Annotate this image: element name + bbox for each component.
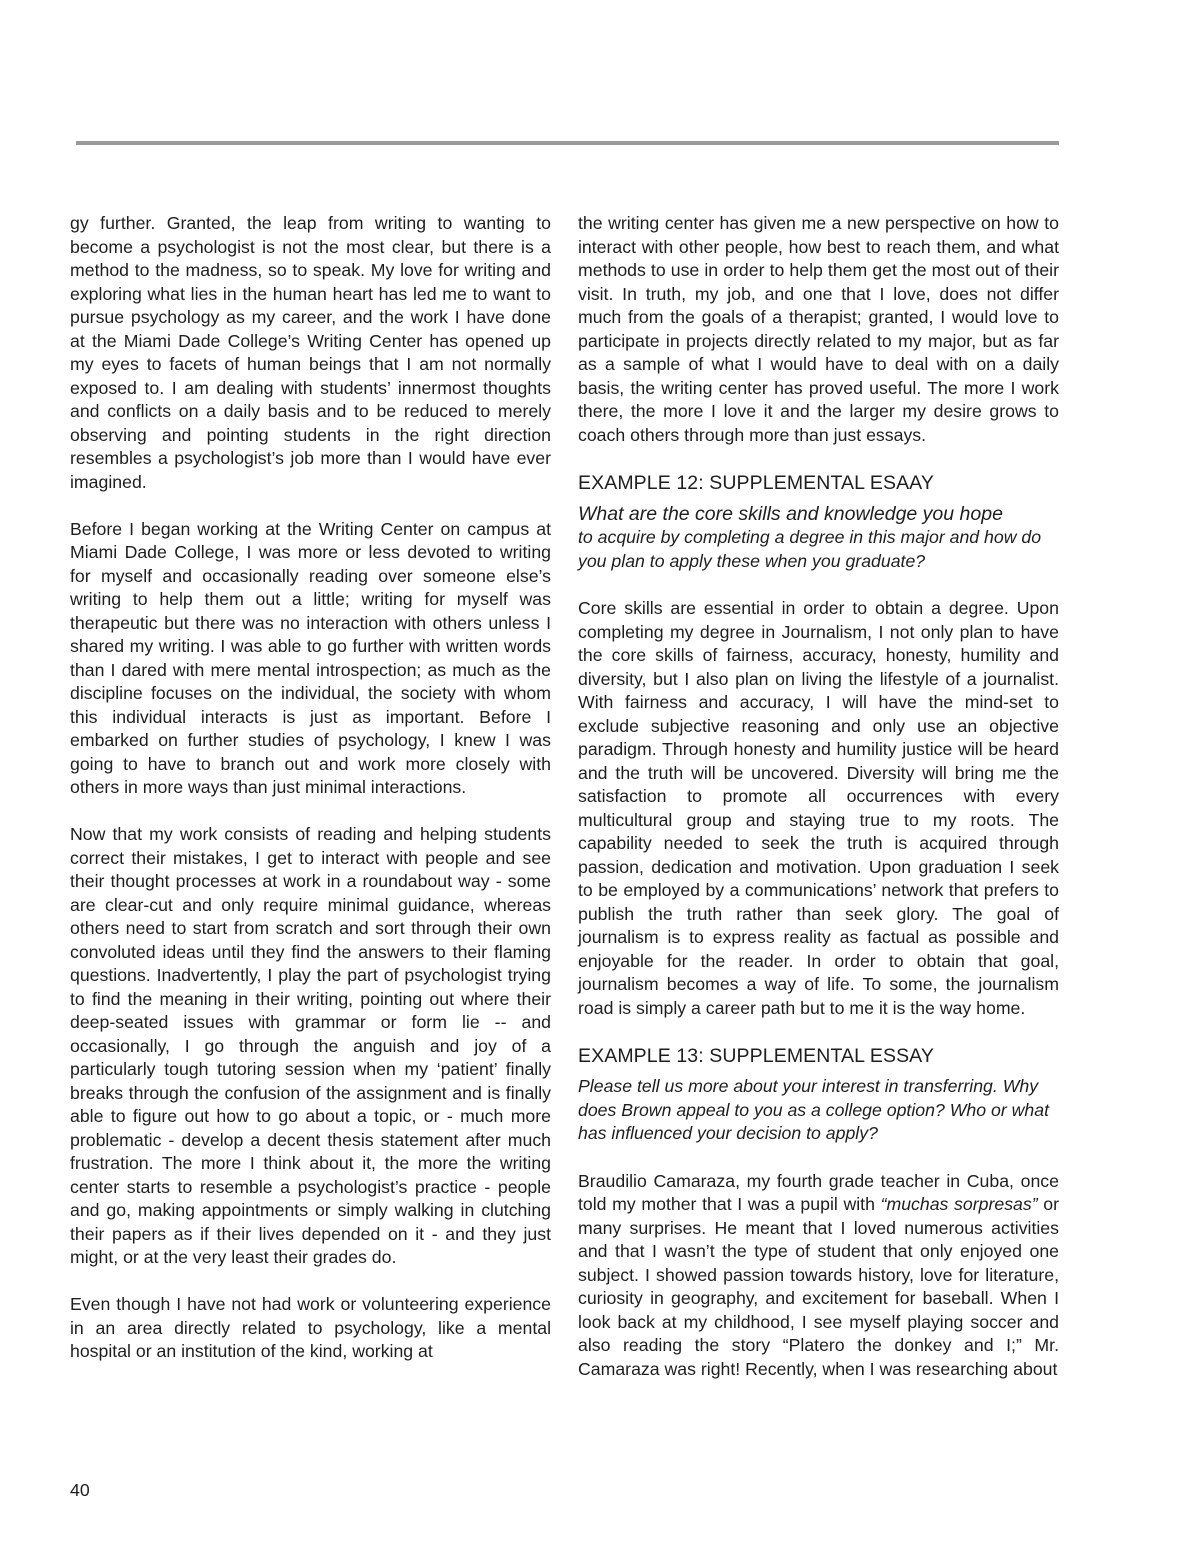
- example-12-body: Core skills are essential in order to obtain a degree. Upon completing my degree in Journalism, I not only plan to have the core skills of fairness, accuracy, honesty, humility and diversity, but I also plan on living the lifestyle of a journalist. With fairness and accuracy, I will have the mind-set to exclude subjective reasoning and only use an objective paradigm. Through honesty and humility justice will be heard and the truth will be uncovered. Diversity will bring me the satisfaction to promote all occurrences with every multicultural group and staying true to my roots. The capability needed to seek the truth is acquired through passion, dedication and motivation. Upon graduation I seek to be employed by a communications’ network that prefers to publish the truth rather than seek glory. The goal of journalism is to express reality as factual as possible and enjoyable for the reader. In order to obtain that goal, journalism becomes a way of life. To some, the journalism road is simply a career path but to me it is the way home.: [578, 598, 1059, 1018]
- example-13-body-italic: “muchas sorpresas”: [880, 1194, 1038, 1214]
- left-paragraph-3: Now that my work consists of reading and helping students correct their mistakes, I get to interact with people and see their thought processes at work in a roundabout way - some are clear-cut and only require minimal guidance, whereas others need to start from scratch and sort through their own convoluted ideas until they find the answers to their flaming questions. Inadvertently, I play the part of psychologist trying to find the meaning in their writing, pointing out where their deep-seated issues with grammar or form lie -- and occasionally, I go through the anguish and joy of a particularly tough tutoring session when my ‘patient’ finally breaks through the confusion of the assignment and is finally able to figure out how to go about a topic, or - much more problematic - develop a decent thesis statement after much frustration. The more I think about it, the more the writing center starts to resemble a psychologist’s practice - people and go, making appointments or simply walking in clutching their papers as if their lives depended on it - and they just might, or at the very least their grades do.: [70, 824, 551, 1267]
- example-13-heading: EXAMPLE 13: SUPPLEMENTAL ESSAY: [578, 1045, 934, 1067]
- example-13-body-start: Braudilio Camaraza, my fourth grade teacher in Cuba, once told my mother that I was a pupil with: [578, 1170, 1059, 1214]
- example-12-prompt: [578, 502, 1059, 573]
- left-paragraph-4: Even though I have not had work or volunteering experience in an area directly related to psychology, like a mental hospital or an institution of the kind, working at: [70, 1294, 551, 1361]
- example-12-heading: EXAMPLE 12: SUPPLEMENTAL ESAAY: [578, 472, 934, 494]
- example-13-body-end: or many surprises. He meant that I loved numerous activities and that I wasn’t the type of student that only enjoyed one subject. I showed passion towards history, love for literature, curiosity in geography, and excitement for baseball. When I look back at my childhood, I see myself playing soccer and also reading the story “Platero the donkey and I;” Mr. Camaraza was right! Recently, when I was researching about: [578, 1194, 1059, 1379]
- right-column: [578, 212, 1059, 1381]
- example-13-body: [578, 1170, 1059, 1382]
- example-12-prompt-line1: What are the core skills and knowledge you hope: [578, 503, 1003, 525]
- example-12-prompt-rest: to acquire by completing a degree in this major and how do you plan to apply these when you graduate?: [578, 527, 1042, 571]
- left-paragraph-2: Before I began working at the Writing Center on campus at Miami Dade College, I was more or less devoted to writing for myself and occasionally reading over someone else’s writing to help them out a little; writing for myself was therapeutic but there was no interaction with others unless I shared my writing. I was able to go further with written words than I dared with mere mental introspection; as much as the discipline focuses on the individual, the society with whom this individual interacts is just as important. Before I embarked on further studies of psychology, I knew I was going to have to branch out and work more closely with others in more ways than just minimal interactions.: [70, 518, 551, 797]
- header-rule: [76, 141, 1059, 145]
- left-column: [70, 212, 551, 1364]
- left-paragraph-1: gy further. Granted, the leap from writing to wanting to become a psychologist is not the most clear, but there is a method to the madness, so to speak. My love for writing and exploring what lies in the human heart has led me to want to pursue psychology as my career, and the work I have done at the Miami Dade College’s Writing Center has opened up my eyes to facets of human beings that I am not normally exposed to. I am dealing with students’ innermost thoughts and conflicts on a daily basis and to be reduced to merely observing and pointing students in the right direction resembles a psychologist’s job more than I would have ever imagined.: [70, 213, 551, 492]
- right-continuation-paragraph: the writing center has given me a new perspective on how to interact with other people, how best to reach them, and what methods to use in order to help them get the most out of their visit. In truth, my job, and one that I love, does not differ much from the goals of a therapist; granted, I would love to participate in projects directly related to my major, but as far as a sample of what I would have to deal with on a daily basis, the writing center has proved useful. The more I work there, the more I love it and the larger my desire grows to coach others through more than just essays.: [578, 213, 1059, 445]
- example-13-prompt: Please tell us more about your interest in transferring. Why does Brown appeal to you as a college option? Who or what has influenced your decision to apply?: [578, 1076, 1049, 1143]
- page-number: 40: [70, 1480, 90, 1500]
